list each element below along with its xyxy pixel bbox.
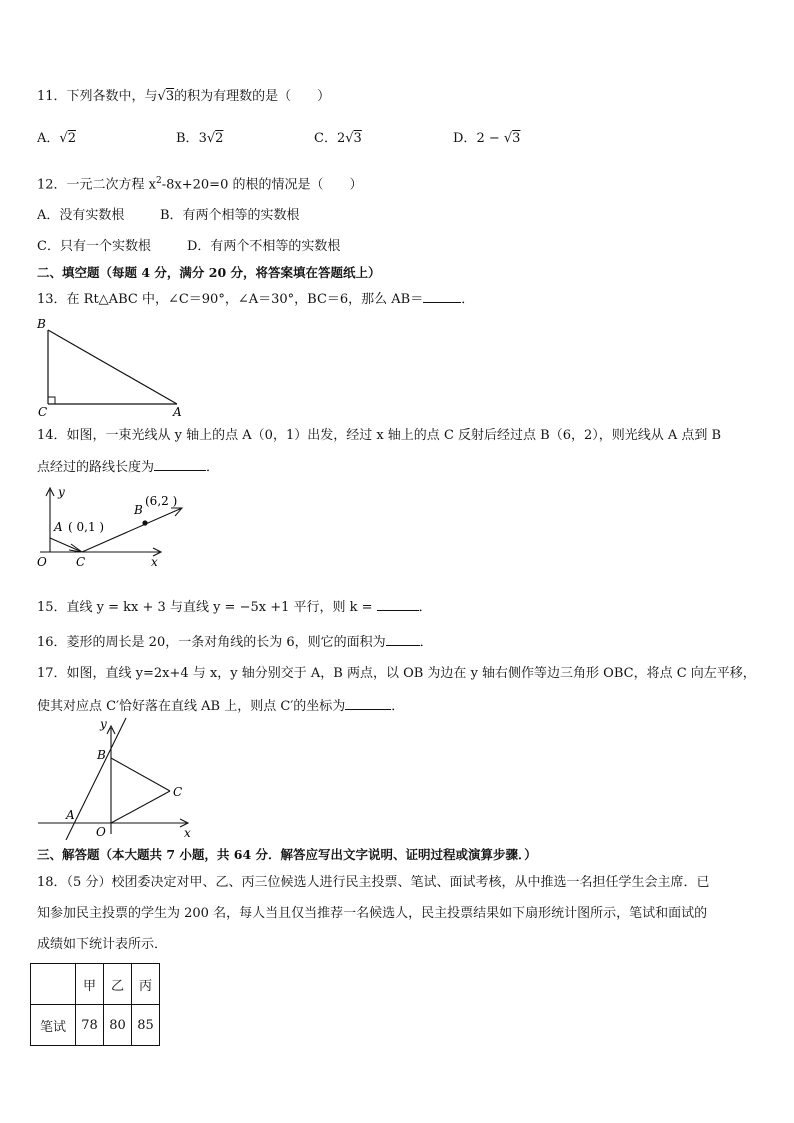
q16-stem: 16．菱形的周长是 20，一条对角线的长为 6，则它的面积为 ． bbox=[37, 635, 433, 650]
q17-label-y: y bbox=[100, 717, 107, 731]
q13-answer-blank[interactable] bbox=[423, 290, 461, 303]
q12-option-a: A．没有实数根 bbox=[37, 208, 125, 223]
q14-label-a-coord: ( 0,1 ) bbox=[68, 520, 105, 534]
q11-stem-part1: 11．下列各数中，与 bbox=[37, 89, 158, 104]
q18-line1: 18．（5 分）校团委决定对甲、乙、丙三位候选人进行民主投票、笔试、面试考核，从中推选一名担任学生会主席．已 bbox=[37, 875, 710, 890]
q13-label-b: B bbox=[37, 317, 46, 331]
q18-line3: 成绩如下统计表所示． bbox=[37, 937, 168, 952]
section2-title: 二、填空题（每题 4 分，满分 20 分，将答案填在答题纸上） bbox=[37, 265, 381, 280]
table-cell: 80 bbox=[104, 1005, 132, 1046]
q14-label-b-coord: (6,2 ) bbox=[145, 494, 178, 508]
q11-radicand: 3 bbox=[165, 89, 175, 104]
q11-option-c: C．2√3 bbox=[314, 131, 362, 146]
q17-line2: 使其对应点 C′恰好落在直线 AB 上，则点 C′的坐标为 ． bbox=[37, 699, 405, 714]
q14-line2: 点经过的路线长度为 ． bbox=[37, 460, 220, 475]
q11-option-b: B．3√2 bbox=[176, 131, 224, 146]
table-cell: 78 bbox=[76, 1005, 104, 1046]
section3-title: 三、解答题（本大题共 7 小题，共 64 分．解答应写出文字说明、证明过程或演算步骤．） bbox=[37, 847, 537, 862]
q17-answer-blank[interactable] bbox=[345, 697, 391, 710]
q12-option-c: C．只有一个实数根 bbox=[37, 239, 151, 254]
q11-stem-part2: 的积为有理数的是（ ） bbox=[174, 89, 331, 104]
q13-label-a: A bbox=[173, 405, 182, 418]
q14-reflection-figure bbox=[34, 484, 184, 572]
q17-label-x: x bbox=[184, 826, 191, 840]
q14-label-b: B bbox=[134, 503, 143, 517]
q12-option-d: D．有两个不相等的实数根 bbox=[187, 239, 341, 254]
table-header-cell: 丙 bbox=[132, 964, 160, 1005]
q15-stem: 15．直线 y = kx + 3 与直线 y = −5x +1 平行，则 k = ． bbox=[37, 600, 432, 615]
q18-line2: 知参加民主投票的学生为 200 名，每人当且仅当推荐一名候选人，民主投票结果如下扇形统计图所示，笔试和面试的 bbox=[37, 906, 708, 921]
q17-label-c: C bbox=[173, 785, 183, 799]
table-cell: 笔试 bbox=[31, 1005, 76, 1046]
q13-stem: 13．在 Rt△ABC 中，∠C＝90°，∠A＝30°，BC＝6，那么 AB＝ ． bbox=[37, 292, 475, 307]
q14-label-o: O bbox=[37, 555, 47, 569]
table-header-cell: 甲 bbox=[76, 964, 104, 1005]
q14-label-y: y bbox=[58, 485, 65, 499]
q17-label-b: B bbox=[97, 748, 106, 762]
table-row bbox=[31, 1005, 160, 1046]
q14-answer-blank[interactable] bbox=[154, 458, 206, 471]
q14-label-c: C bbox=[76, 555, 86, 569]
table-cell: 85 bbox=[132, 1005, 160, 1046]
q13-triangle-figure bbox=[34, 314, 194, 418]
q18-score-table bbox=[30, 963, 160, 1046]
q12-stem: 12．一元二次方程 $x^2-8x+20=0$ 的根的情况是（ ） bbox=[37, 176, 363, 193]
q14-label-a: A bbox=[54, 520, 63, 534]
table-header-cell: 乙 bbox=[104, 964, 132, 1005]
q14-label-x: x bbox=[151, 555, 158, 569]
q12-option-b: B．有两个相等的实数根 bbox=[160, 208, 300, 223]
sqrt-symbol: √ bbox=[157, 89, 166, 104]
q15-answer-blank[interactable] bbox=[377, 598, 419, 611]
q11-option-a: A．√2 bbox=[37, 131, 76, 146]
q17-line1: 17．如图，直线 y=2x+4 与 x，y 轴分别交于 A，B 两点，以 OB 为边在 y 轴右侧作等边三角形 OBC，将点 C 向左平移， bbox=[37, 666, 756, 681]
table-header-row bbox=[31, 964, 160, 1005]
q17-label-o: O bbox=[96, 825, 106, 839]
q13-label-c: C bbox=[38, 405, 48, 418]
q16-answer-blank[interactable] bbox=[386, 633, 420, 646]
q11-option-d: D．2 − √3 bbox=[453, 131, 521, 146]
q17-label-a: A bbox=[66, 808, 75, 822]
q14-line1: 14．如图，一束光线从 y 轴上的点 A（0，1）出发，经过 x 轴上的点 C 反射后经过点 B（6，2），则光线从 A 点到 B bbox=[37, 428, 722, 443]
table-header-cell bbox=[31, 964, 76, 1005]
q11-stem bbox=[37, 88, 330, 106]
q17-line-triangle-figure bbox=[34, 716, 204, 840]
